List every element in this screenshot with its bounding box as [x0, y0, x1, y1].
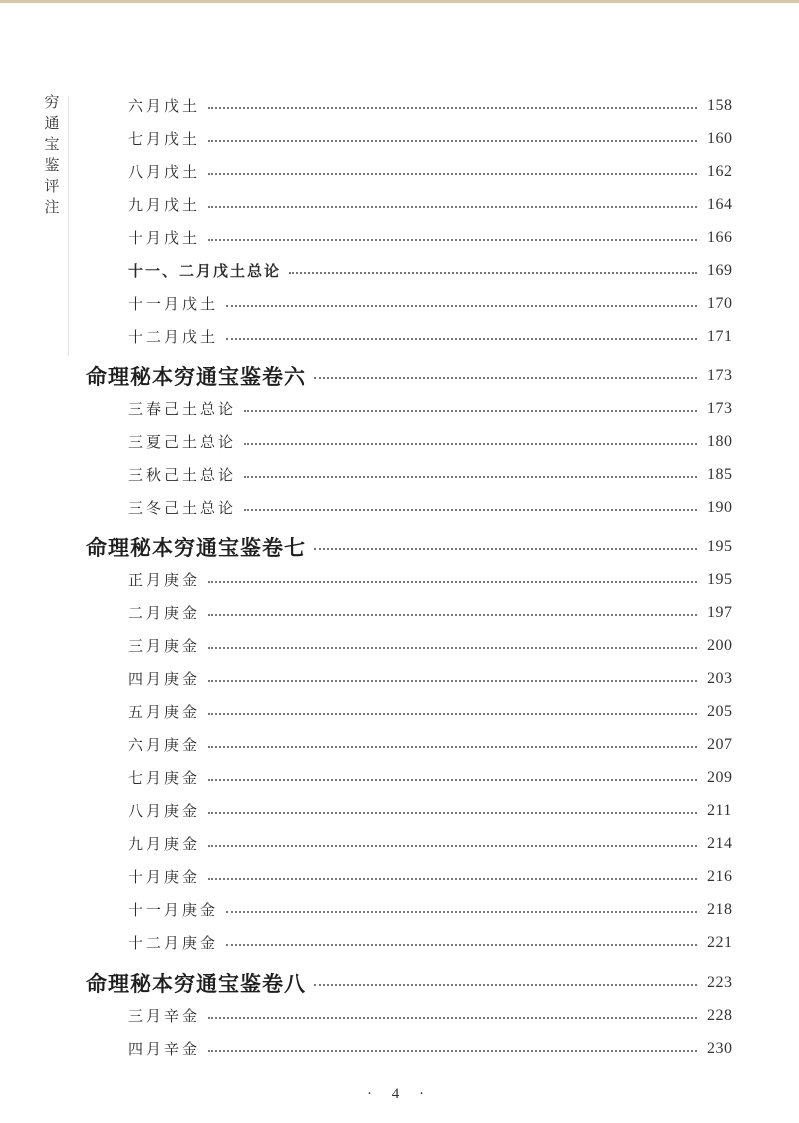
toc-entry	[0, 629, 799, 662]
toc-entry	[0, 458, 799, 491]
toc-entry-page-number: 211	[707, 801, 732, 819]
toc-entry-title: 六月戊土	[128, 97, 201, 115]
toc-entry-title: 十二月戊土	[128, 328, 219, 346]
toc-entry-title: 七月庚金	[128, 769, 201, 787]
toc-entry	[0, 320, 799, 353]
toc-entry	[0, 794, 799, 827]
toc-dot-leader	[226, 338, 697, 340]
toc-entry-page-number: 218	[707, 900, 733, 918]
toc-dot-leader	[244, 476, 697, 478]
toc-entry-title: 十一、二月戊土总论	[128, 262, 282, 280]
toc-entry	[0, 893, 799, 926]
toc-dot-leader	[226, 305, 697, 307]
toc-entry-title: 七月戊土	[128, 130, 201, 148]
toc-entry-title: 十月戊土	[128, 229, 201, 247]
toc-entry-page-number: 195	[707, 570, 733, 588]
toc-entry-page-number: 185	[707, 465, 733, 483]
toc-entry	[0, 221, 799, 254]
toc-entry-title: 三月辛金	[128, 1007, 201, 1025]
toc-dot-leader	[244, 509, 697, 511]
toc-entry-page-number: 173	[707, 399, 733, 417]
toc-entry	[0, 491, 799, 524]
toc-entry-title: 十一月戊土	[128, 295, 219, 313]
toc-entry-page-number: 190	[707, 498, 733, 516]
toc-section-heading	[0, 530, 799, 563]
toc-entry-title: 三月庚金	[128, 637, 201, 655]
toc-dot-leader	[244, 410, 697, 412]
toc-entry	[0, 392, 799, 425]
toc-dot-leader	[226, 944, 697, 946]
toc-entry	[0, 999, 799, 1032]
toc-dot-leader	[208, 614, 697, 616]
toc-entry	[0, 89, 799, 122]
toc-entry	[0, 155, 799, 188]
toc-entry-title: 三春己土总论	[128, 400, 237, 418]
toc-entry	[0, 287, 799, 320]
toc-entry	[0, 827, 799, 860]
toc-dot-leader	[208, 779, 697, 781]
toc-entry-page-number: 207	[707, 735, 733, 753]
toc-entry-page-number: 169	[707, 261, 733, 279]
toc-dot-leader	[208, 680, 697, 682]
toc-entry-title: 九月庚金	[128, 835, 201, 853]
toc-dot-leader	[208, 107, 697, 109]
toc-dot-leader	[208, 1017, 697, 1019]
toc-entry-title: 四月辛金	[128, 1040, 201, 1058]
toc-entry	[0, 695, 799, 728]
toc-dot-leader	[289, 272, 697, 274]
toc-entry	[0, 662, 799, 695]
toc-entry-page-number: 197	[707, 603, 733, 621]
toc-entry	[0, 926, 799, 959]
toc-entry	[0, 563, 799, 596]
running-header-book-title: 穷通宝鉴评注	[44, 93, 60, 216]
toc-entry	[0, 122, 799, 155]
toc-entry-page-number: 223	[707, 973, 733, 991]
toc-entry-page-number: 205	[707, 702, 733, 720]
toc-dot-leader	[208, 581, 697, 583]
toc-entry-title: 命理秘本穷通宝鉴卷六	[86, 363, 306, 389]
toc-dot-leader	[208, 1050, 697, 1052]
toc-dot-leader	[208, 812, 697, 814]
toc-entry-title: 六月庚金	[128, 736, 201, 754]
toc-entry-title: 命理秘本穷通宝鉴卷八	[86, 970, 306, 996]
toc-entry-page-number: 158	[707, 96, 733, 114]
toc-entry-page-number: 216	[707, 867, 733, 885]
toc-entry-page-number: 166	[707, 228, 733, 246]
toc-entry-page-number: 162	[707, 162, 733, 180]
toc-entry-page-number: 173	[707, 366, 733, 384]
toc-entry	[0, 728, 799, 761]
toc-dot-leader	[208, 140, 697, 142]
toc-dot-leader	[208, 239, 697, 241]
toc-entry-title: 九月戊土	[128, 196, 201, 214]
toc-dot-leader	[208, 173, 697, 175]
toc-entry-title: 二月庚金	[128, 604, 201, 622]
toc-dot-leader	[314, 377, 697, 379]
page-number: · 4 ·	[367, 1086, 432, 1102]
toc-dot-leader	[244, 443, 697, 445]
toc-dot-leader	[314, 984, 697, 986]
toc-entry-title: 五月庚金	[128, 703, 201, 721]
toc-entry-title: 三冬己土总论	[128, 499, 237, 517]
toc-dot-leader	[208, 713, 697, 715]
toc-entry	[0, 596, 799, 629]
toc-entry	[0, 425, 799, 458]
toc-entry-page-number: 170	[707, 294, 733, 312]
toc-entry-title: 正月庚金	[128, 571, 201, 589]
toc-entry-page-number: 209	[707, 768, 733, 786]
toc-entry	[0, 188, 799, 221]
toc-section-heading	[0, 359, 799, 392]
toc-entry	[0, 254, 799, 287]
toc-entry-title: 四月庚金	[128, 670, 201, 688]
toc-dot-leader	[226, 911, 697, 913]
toc-entry-page-number: 171	[707, 327, 733, 345]
toc-dot-leader	[208, 878, 697, 880]
toc-entry-title: 十二月庚金	[128, 934, 219, 952]
toc-entry-title: 八月庚金	[128, 802, 201, 820]
toc-entry	[0, 860, 799, 893]
toc-entry-page-number: 200	[707, 636, 733, 654]
toc-entry-page-number: 160	[707, 129, 733, 147]
toc-entry-page-number: 195	[707, 537, 733, 555]
toc-dot-leader	[208, 845, 697, 847]
toc-entry	[0, 761, 799, 794]
toc-entry-page-number: 221	[707, 933, 733, 951]
toc-entry-title: 十月庚金	[128, 868, 201, 886]
toc-entry-page-number: 164	[707, 195, 733, 213]
toc-dot-leader	[314, 548, 697, 550]
toc-entry-title: 八月戊土	[128, 163, 201, 181]
toc-entry-page-number: 230	[707, 1039, 733, 1057]
toc-entry-title: 三夏己土总论	[128, 433, 237, 451]
toc-section-heading	[0, 966, 799, 999]
toc-dot-leader	[208, 746, 697, 748]
toc-entry-page-number: 214	[707, 834, 733, 852]
toc-entry-page-number: 203	[707, 669, 733, 687]
toc-entry-title: 命理秘本穷通宝鉴卷七	[86, 534, 306, 560]
toc-dot-leader	[208, 647, 697, 649]
toc-entry-title: 三秋己土总论	[128, 466, 237, 484]
toc-entry-page-number: 180	[707, 432, 733, 450]
toc-entry-title: 十一月庚金	[128, 901, 219, 919]
toc-entry	[0, 1032, 799, 1065]
toc-entry-page-number: 228	[707, 1006, 733, 1024]
toc-dot-leader	[208, 206, 697, 208]
